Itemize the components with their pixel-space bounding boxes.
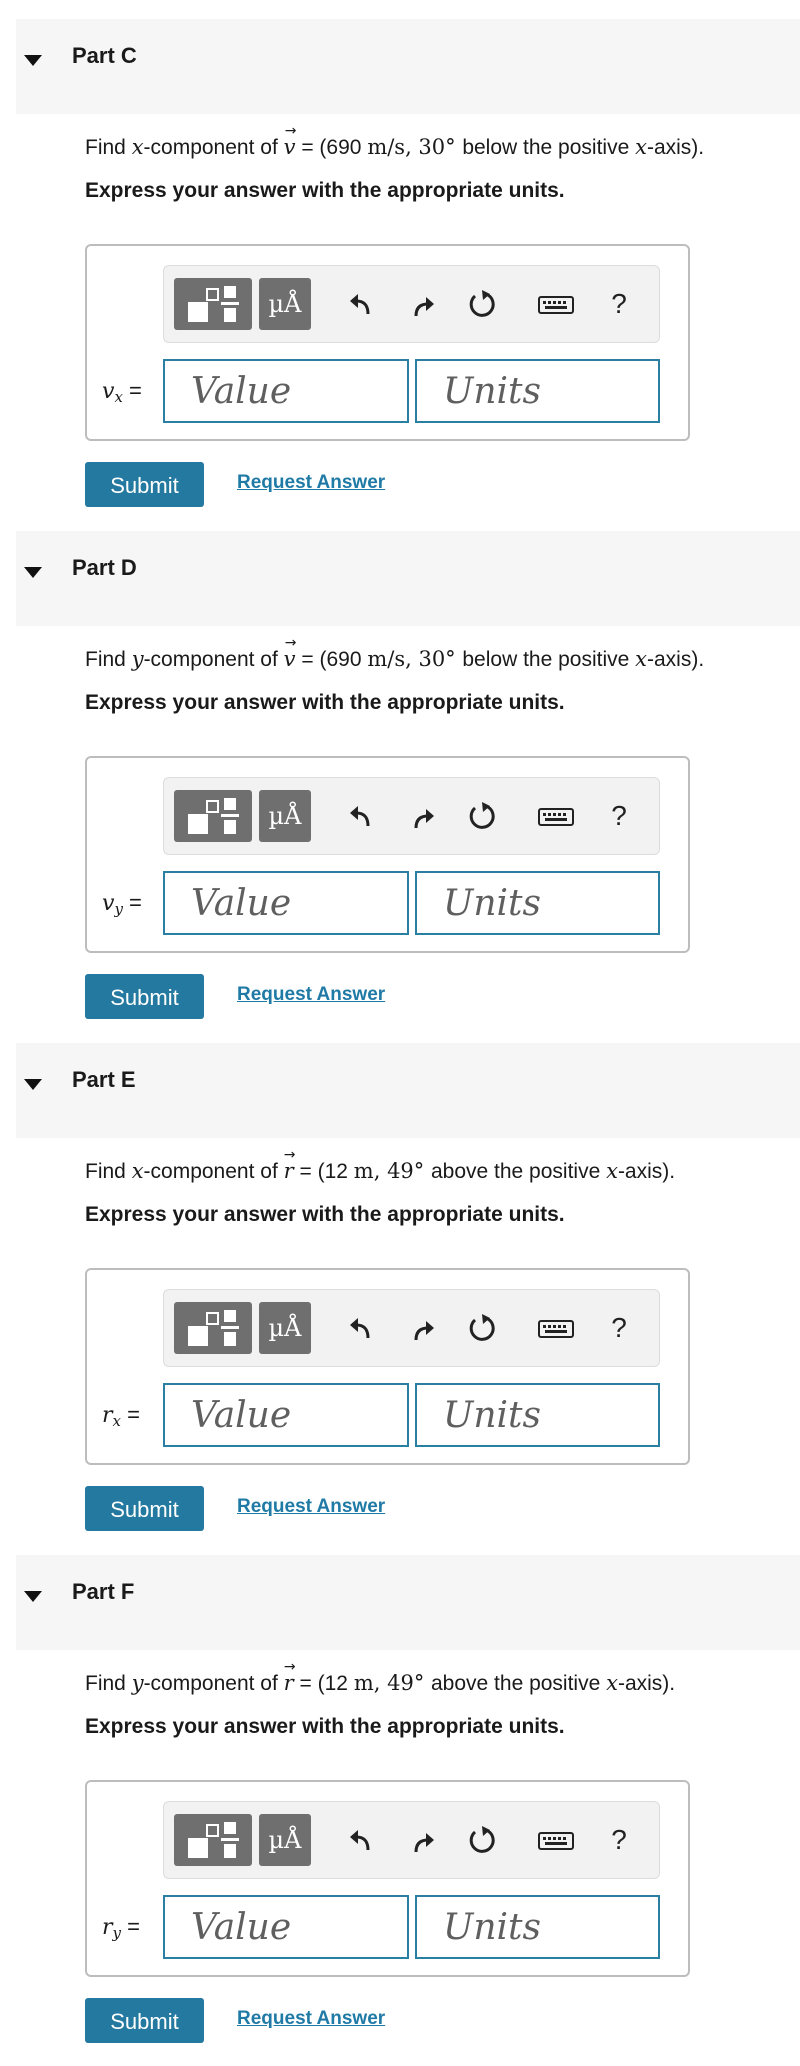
value-input[interactable] bbox=[163, 1383, 409, 1447]
question-text bbox=[85, 1659, 676, 1696]
submit-button[interactable]: Submit bbox=[85, 1998, 204, 2043]
help-icon[interactable]: ? bbox=[611, 800, 627, 831]
instruction-text: Express your answer with the appropriate units. bbox=[85, 1715, 565, 1738]
variable-symbol: r bbox=[102, 1915, 113, 1940]
question-open: = (12 bbox=[293, 1160, 354, 1183]
part-title: Part D bbox=[72, 555, 137, 580]
help-icon[interactable]: ? bbox=[611, 1312, 627, 1343]
equals-sign: = bbox=[121, 1914, 140, 1939]
submit-button[interactable]: Submit bbox=[85, 974, 204, 1019]
question-vector: v bbox=[283, 135, 296, 159]
question-axis: x bbox=[635, 135, 647, 159]
vector-arrow-icon: → bbox=[283, 1147, 296, 1163]
value-input[interactable] bbox=[163, 1895, 409, 1959]
part-section bbox=[0, 19, 800, 530]
reset-icon[interactable] bbox=[462, 284, 502, 324]
reset-icon[interactable] bbox=[462, 1820, 502, 1860]
keyboard-icon[interactable] bbox=[536, 284, 576, 324]
question-text bbox=[85, 1147, 676, 1184]
question-direction: above the positive bbox=[430, 1160, 607, 1183]
undo-icon[interactable] bbox=[342, 1820, 382, 1860]
variable-subscript: y bbox=[114, 900, 123, 918]
units-input[interactable] bbox=[415, 871, 660, 935]
answer-box bbox=[85, 1780, 690, 1977]
submit-button[interactable]: Submit bbox=[85, 462, 204, 507]
symbols-icon[interactable]: µÅ bbox=[259, 1302, 311, 1354]
instruction-text: Express your answer with the appropriate units. bbox=[85, 179, 565, 202]
answer-variable-label bbox=[102, 1912, 140, 1949]
redo-icon[interactable] bbox=[404, 1820, 444, 1860]
templates-icon[interactable] bbox=[174, 1302, 252, 1354]
submit-button[interactable]: Submit bbox=[85, 1486, 204, 1531]
units-input[interactable] bbox=[415, 1895, 660, 1959]
question-direction: above the positive bbox=[431, 1672, 607, 1695]
question-unit: m bbox=[353, 1159, 374, 1183]
question-tail: -axis). bbox=[617, 1672, 676, 1695]
collapse-caret-icon[interactable] bbox=[24, 567, 42, 578]
math-toolbar bbox=[163, 1801, 660, 1879]
value-input[interactable] bbox=[163, 871, 409, 935]
math-toolbar bbox=[163, 777, 660, 855]
equals-sign: = bbox=[122, 378, 142, 403]
question-vector: r bbox=[283, 1159, 294, 1183]
question-component: y bbox=[131, 647, 144, 671]
request-answer-link[interactable]: Request Answer bbox=[237, 472, 386, 493]
question-axis: x bbox=[606, 1671, 618, 1695]
question-mid: -component of bbox=[143, 648, 284, 671]
variable-subscript: x bbox=[112, 1412, 121, 1430]
question-lead: Find bbox=[85, 1672, 132, 1695]
question-angle: , 30° bbox=[405, 135, 463, 159]
question-direction: below the positive bbox=[462, 648, 636, 671]
question-lead: Find bbox=[85, 136, 132, 159]
question-open: = (690 bbox=[295, 648, 368, 671]
question-unit: m bbox=[353, 1671, 374, 1695]
redo-icon[interactable] bbox=[404, 284, 444, 324]
part-section bbox=[0, 1555, 800, 2066]
question-unit: m/s bbox=[367, 647, 406, 671]
help-icon[interactable]: ? bbox=[611, 288, 627, 319]
reset-icon[interactable] bbox=[462, 796, 502, 836]
question-component: x bbox=[131, 135, 144, 159]
symbols-icon[interactable]: µÅ bbox=[259, 790, 311, 842]
question-component: x bbox=[131, 1159, 144, 1183]
question-lead: Find bbox=[85, 1160, 132, 1183]
instruction-text: Express your answer with the appropriate units. bbox=[85, 691, 565, 714]
part-section bbox=[0, 1043, 800, 1554]
question-mid: -component of bbox=[143, 136, 284, 159]
equals-sign: = bbox=[122, 890, 142, 915]
math-toolbar bbox=[163, 265, 660, 343]
vector-arrow-icon: → bbox=[284, 123, 297, 139]
question-tail: -axis). bbox=[646, 136, 705, 159]
keyboard-icon[interactable] bbox=[536, 796, 576, 836]
collapse-caret-icon[interactable] bbox=[24, 1591, 42, 1602]
templates-icon[interactable] bbox=[174, 278, 252, 330]
answer-box bbox=[85, 244, 690, 441]
answer-box bbox=[85, 1268, 690, 1465]
math-toolbar bbox=[163, 1289, 660, 1367]
collapse-caret-icon[interactable] bbox=[24, 55, 42, 66]
question-axis: x bbox=[635, 647, 647, 671]
redo-icon[interactable] bbox=[404, 1308, 444, 1348]
question-angle: , 49° bbox=[373, 1159, 431, 1183]
vector-arrow-icon: → bbox=[284, 635, 297, 651]
templates-icon[interactable] bbox=[174, 790, 252, 842]
answer-variable-label bbox=[102, 376, 142, 413]
vector-arrow-icon: → bbox=[283, 1659, 296, 1675]
question-open: = (12 bbox=[293, 1672, 354, 1695]
question-open: = (690 bbox=[295, 136, 368, 159]
templates-icon[interactable] bbox=[174, 1814, 252, 1866]
units-input[interactable] bbox=[415, 1383, 660, 1447]
question-vector: r bbox=[283, 1671, 294, 1695]
reset-icon[interactable] bbox=[462, 1308, 502, 1348]
question-angle: , 49° bbox=[373, 1671, 431, 1695]
answer-variable-label bbox=[102, 1400, 140, 1437]
value-input[interactable] bbox=[163, 359, 409, 423]
question-text bbox=[85, 635, 705, 672]
redo-icon[interactable] bbox=[404, 796, 444, 836]
question-angle: , 30° bbox=[405, 647, 463, 671]
symbols-icon[interactable]: µÅ bbox=[259, 1814, 311, 1866]
variable-subscript: y bbox=[112, 1924, 122, 1942]
instruction-text: Express your answer with the appropriate units. bbox=[85, 1203, 565, 1226]
request-answer-link[interactable]: Request Answer bbox=[237, 984, 386, 1005]
question-axis: x bbox=[606, 1159, 618, 1183]
variable-symbol: r bbox=[102, 1403, 113, 1428]
symbols-icon[interactable]: µÅ bbox=[259, 278, 311, 330]
question-tail: -axis). bbox=[617, 1160, 676, 1183]
question-vector: v bbox=[283, 647, 296, 671]
part-title: Part E bbox=[72, 1067, 136, 1092]
help-icon[interactable]: ? bbox=[611, 1824, 627, 1855]
question-text bbox=[85, 123, 705, 160]
variable-symbol: v bbox=[102, 891, 115, 916]
keyboard-icon[interactable] bbox=[536, 1820, 576, 1860]
question-mid: -component of bbox=[143, 1160, 284, 1183]
answer-variable-label bbox=[102, 888, 142, 925]
answer-box bbox=[85, 756, 690, 953]
collapse-caret-icon[interactable] bbox=[24, 1079, 42, 1090]
variable-symbol: v bbox=[102, 379, 115, 404]
question-tail: -axis). bbox=[646, 648, 705, 671]
part-section bbox=[0, 531, 800, 1042]
equals-sign: = bbox=[121, 1402, 140, 1427]
part-title: Part C bbox=[72, 43, 137, 68]
part-title: Part F bbox=[72, 1579, 135, 1604]
question-direction: below the positive bbox=[462, 136, 636, 159]
request-answer-link[interactable]: Request Answer bbox=[237, 1496, 386, 1517]
question-unit: m/s bbox=[367, 135, 406, 159]
question-component: y bbox=[131, 1671, 144, 1695]
undo-icon[interactable] bbox=[342, 796, 382, 836]
units-input[interactable] bbox=[415, 359, 660, 423]
undo-icon[interactable] bbox=[342, 284, 382, 324]
variable-subscript: x bbox=[114, 388, 123, 406]
keyboard-icon[interactable] bbox=[536, 1308, 576, 1348]
undo-icon[interactable] bbox=[342, 1308, 382, 1348]
request-answer-link[interactable]: Request Answer bbox=[237, 2008, 386, 2029]
question-mid: -component of bbox=[143, 1672, 284, 1695]
question-lead: Find bbox=[85, 648, 132, 671]
